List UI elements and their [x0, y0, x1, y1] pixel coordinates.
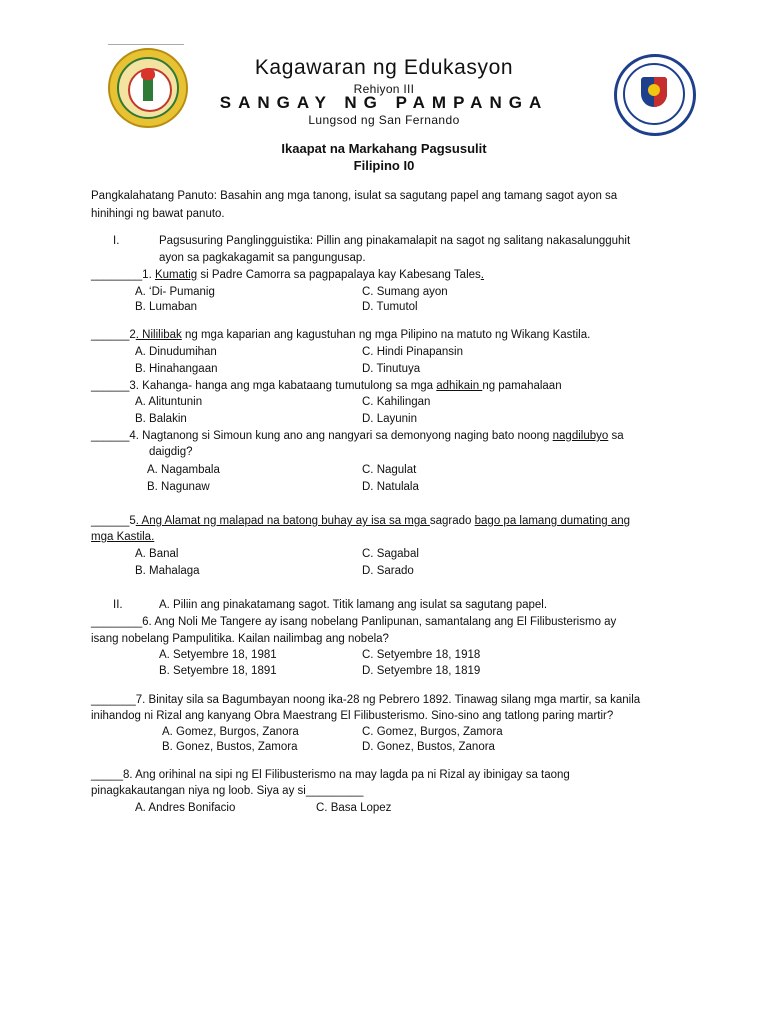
part-numeral: II. [113, 599, 123, 611]
choice-a: A. Alituntunin [135, 396, 203, 408]
choice-c: C. Sumang ayon [362, 286, 448, 298]
choice-c: C. Kahilingan [362, 396, 431, 408]
choice-b: B. Nagunaw [147, 481, 210, 493]
choice-b: B. Mahalaga [135, 565, 200, 577]
underlined-phrase: . Ang Alamat ng malapad na batong buhay ay isa sa mga [135, 515, 430, 527]
underlined-word: adhikain [436, 380, 483, 392]
exam-subject: Filipino I0 [353, 158, 415, 173]
question-5-continued: mga Kastila. [91, 531, 155, 543]
question-2: ______2. Nililibak ng mga kaparian ang kagustuhan ng mga Pilipino na matuto ng Wikang Kastila. [91, 329, 591, 341]
question-1: ________1. Kumatig si Padre Camorra sa pagpapalaya kay Kabesang Tales. [91, 269, 484, 281]
choice-a: A. Dinudumihan [135, 346, 217, 358]
underlined-word: nagdilubyo [552, 430, 609, 442]
choice-d: D. Natulala [362, 481, 419, 493]
part-numeral: I. [113, 235, 120, 247]
question-8: _____8. Ang orihinal na sipi ng El Filibusterismo na may lagda pa ni Rizal ay ibinigay sa taong [91, 769, 570, 781]
choice-c: C. Sagabal [362, 548, 419, 560]
choice-b: B. Lumaban [135, 301, 198, 313]
division-label: SANGAY NG PAMPANGA [219, 93, 549, 112]
instructions-line: Pangkalahatang Panuto: Basahin ang mga tanong, isulat sa sagutang papel ang tamang sagot ayon sa [91, 190, 618, 202]
underlined-word: Kumatig [154, 269, 198, 281]
question-6: ________6. Ang Noli Me Tangere ay isang nobelang Panlipunan, samantalang ang El Filibusterismo ay [91, 616, 617, 628]
choice-a: A. Andres Bonifacio [135, 802, 236, 814]
choice-b: B. Setyembre 18, 1891 [159, 665, 277, 677]
question-4: ______4. Nagtanong si Simoun kung ano ang nangyari sa demonyong naging bato noong nagdilubyo sa [91, 430, 624, 442]
part-instructions: A. Piliin ang pinakatamang sagot. Titik lamang ang isulat sa sagutang papel. [159, 599, 548, 611]
choice-a: A. ‘Di- Pumanig [135, 286, 215, 298]
choice-b: B. Hinahangaan [135, 363, 218, 375]
choice-d: D. Sarado [362, 565, 414, 577]
part-instructions: ayon sa pagkakagamit sa pangungusap. [159, 252, 366, 264]
choice-c: C. Nagulat [362, 464, 417, 476]
choice-a: A. Banal [135, 548, 179, 560]
choice-d: D. Gonez, Bustos, Zanora [362, 741, 495, 753]
question-8-continued: pinagkakautangan niya ng loob. Siya ay si_________ [91, 785, 364, 797]
choice-c: C. Gomez, Burgos, Zamora [362, 726, 503, 738]
choice-b: B. Gonez, Bustos, Zamora [162, 741, 298, 753]
question-7-continued: inihandog ni Rizal ang kanyang Obra Maestrang El Filibusterismo. Sino-sino ang tatlong paring martir? [91, 710, 614, 722]
question-3: ______3. Kahanga- hanga ang mga kabataang tumutulong sa mga adhikain ng pamahalaan [91, 380, 562, 392]
exam-title: Ikaapat na Markahang Pagsusulit [281, 141, 487, 156]
choice-c: C. Basa Lopez [316, 802, 392, 814]
part-instructions: Pagsusuring Panglingguistika: Pillin ang pinakamalapit na sagot ng salitang nakasalungguhit [159, 235, 631, 247]
question-6-continued: isang nobelang Pampulitika. Kailan nailimbag ang nobela? [91, 633, 389, 645]
department-title: Kagawaran ng Edukasyon [254, 56, 514, 79]
choice-d: D. Layunin [362, 413, 417, 425]
underlined-word: . Nililibak [135, 329, 182, 341]
choice-d: D. Setyembre 18, 1819 [362, 665, 481, 677]
question-4-continued: daigdig? [149, 446, 193, 458]
choice-c: C. Hindi Pinapansin [362, 346, 464, 358]
question-7: _______7. Binitay sila sa Bagumbayan noong ika-28 ng Pebrero 1892. Tinawag silang mga martir, sa kanila [91, 694, 641, 706]
region-label: Rehiyon III [353, 82, 415, 96]
choice-d: D. Tinutuya [362, 363, 421, 375]
instructions-line: hinihingi ng bawat panuto. [91, 208, 225, 220]
choice-a: A. Setyembre 18, 1981 [159, 649, 277, 661]
header-rule [108, 44, 184, 45]
choice-a: A. Gomez, Burgos, Zanora [162, 726, 299, 738]
city-label: Lungsod ng San Fernando [308, 113, 460, 127]
question-5: ______5. Ang Alamat ng malapad na batong buhay ay isa sa mga sagrado bago pa lamang dumating ang [91, 515, 631, 527]
choice-c: C. Setyembre 18, 1918 [362, 649, 481, 661]
choice-d: D. Tumutol [362, 301, 418, 313]
underlined-phrase: bago pa lamang dumating ang [474, 515, 631, 527]
choice-b: B. Balakin [135, 413, 187, 425]
choice-a: A. Nagambala [147, 464, 220, 476]
